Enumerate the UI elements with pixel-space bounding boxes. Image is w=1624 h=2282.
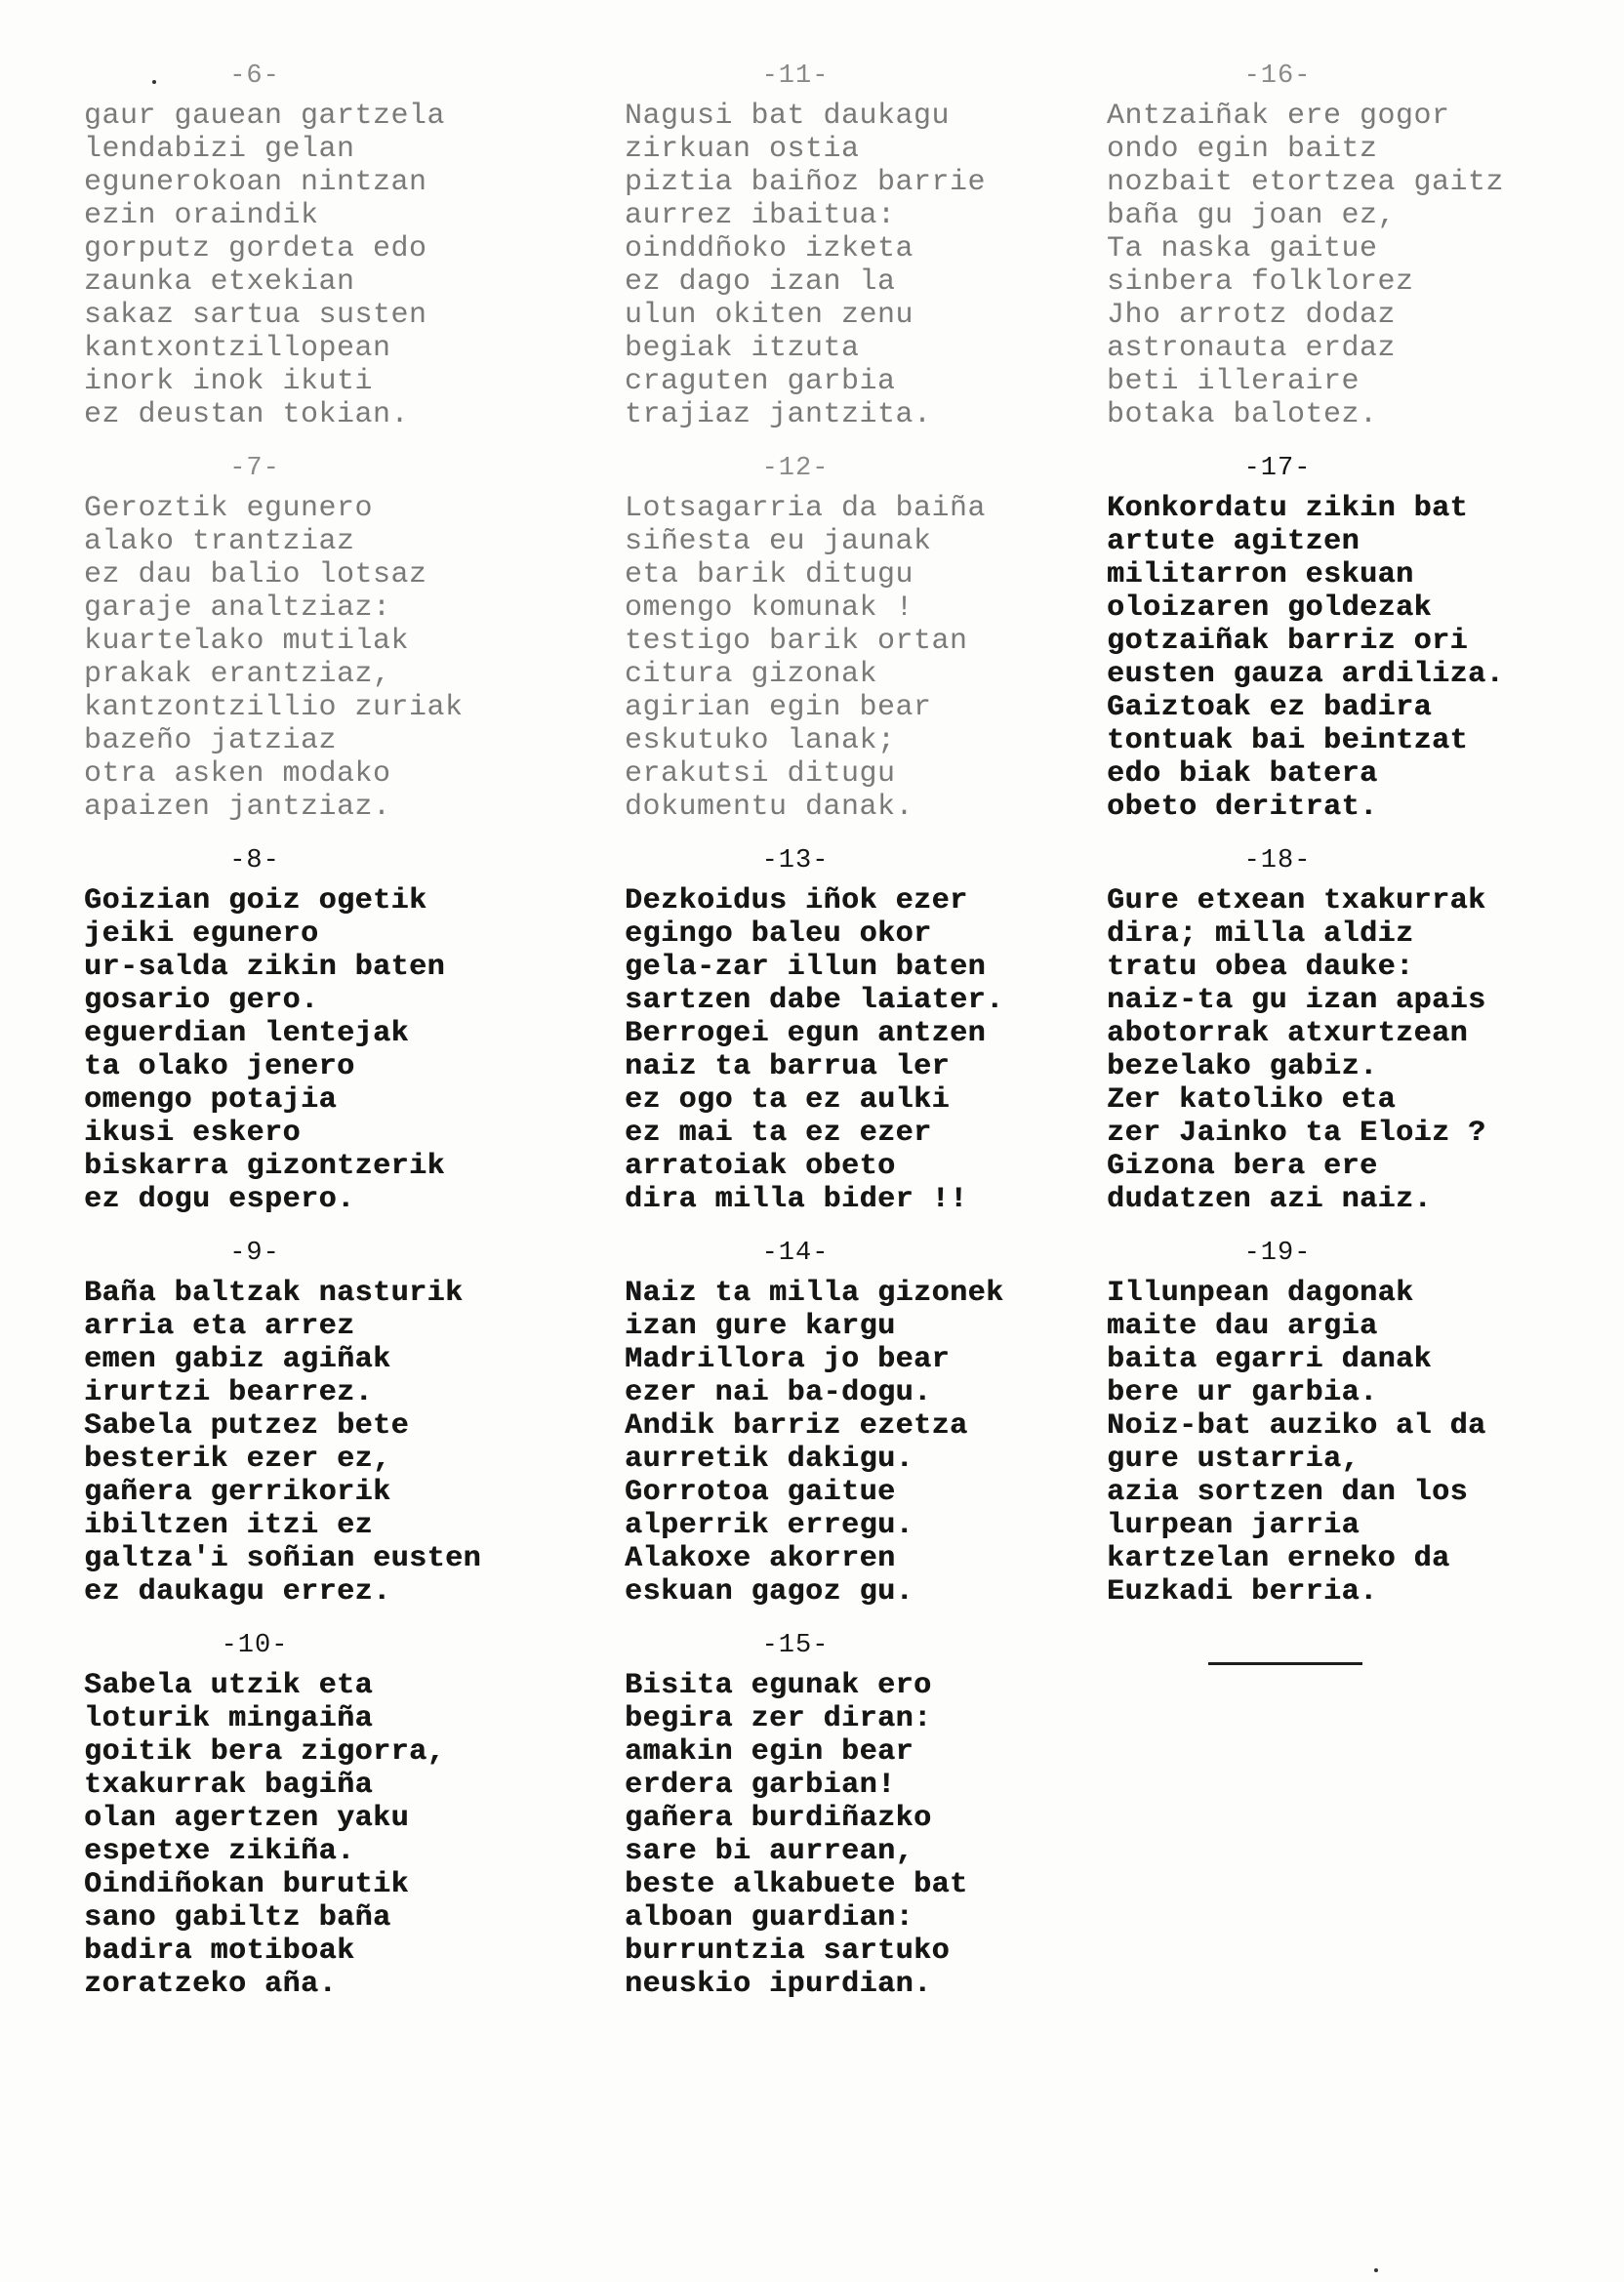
verse-line: naiz-ta gu izan apais <box>1107 984 1486 1017</box>
stanza <box>84 453 552 824</box>
verse-line: naiz ta barrua ler <box>625 1050 951 1083</box>
verse-line: sartzen dabe laiater. <box>625 984 1004 1017</box>
stanza-lines <box>625 884 1093 1216</box>
stanza-number: -10- <box>221 1631 289 1660</box>
verse-line: alperrik erregu. <box>625 1509 914 1542</box>
stanza-lines <box>625 1277 1093 1609</box>
verse-line: lurpean jarria <box>1107 1509 1360 1542</box>
verse-line: zaunka etxekian <box>84 265 355 299</box>
verse-line: ez ogo ta ez aulki <box>625 1083 951 1117</box>
verse-line: neuskio ipurdian. <box>625 1968 932 2001</box>
verse-line: dudatzen azi naiz. <box>1107 1183 1433 1216</box>
verse-line: Lotsagarria da baiña <box>625 492 987 525</box>
verse-line: Antzaiñak ere gogor <box>1107 100 1450 133</box>
verse-line: eskutuko lanak; <box>625 724 896 757</box>
verse-line: kartzelan erneko da <box>1107 1542 1450 1575</box>
verse-line: gure ustarria, <box>1107 1443 1360 1476</box>
verse-line: sano gabiltz baña <box>84 1901 391 1935</box>
verse-line: dira; milla aldiz <box>1107 917 1414 951</box>
stanza <box>1107 61 1575 431</box>
verse-line: jeiki egunero <box>84 917 319 951</box>
verse-line: sakaz sartua susten <box>84 299 427 332</box>
verse-line: badira motiboak <box>84 1935 355 1968</box>
stanza-lines <box>84 492 552 824</box>
verse-line: Nagusi bat daukagu <box>625 100 951 133</box>
ink-speck <box>1374 2268 1378 2272</box>
verse-line: ez daukagu errez. <box>84 1575 391 1609</box>
stanza-number: -8- <box>229 846 280 876</box>
stanza-number: -13- <box>761 846 830 876</box>
verse-line: inork inok ikuti <box>84 365 374 398</box>
verse-line: bazeño jatziaz <box>84 724 338 757</box>
stanza <box>84 1238 552 1609</box>
verse-line: olan agertzen yaku <box>84 1802 410 1835</box>
verse-line: ikusi eskero <box>84 1117 302 1150</box>
verse-line: erakutsi ditugu <box>625 757 896 791</box>
verse-line: ez dogu espero. <box>84 1183 355 1216</box>
verse-line: Konkordatu zikin bat <box>1107 492 1469 525</box>
verse-line: kantxontzillopean <box>84 332 391 365</box>
stanza-number: -6- <box>229 61 280 91</box>
verse-line: Oindiñokan burutik <box>84 1868 410 1901</box>
stanza-lines <box>84 1277 552 1609</box>
verse-line: erdera garbian! <box>625 1769 896 1802</box>
verse-line: artute agitzen <box>1107 525 1360 558</box>
verse-line: emen gabiz agiñak <box>84 1343 391 1376</box>
verse-line: Gaiztoak ez badira <box>1107 691 1433 724</box>
verse-line: eusten gauza ardiliza. <box>1107 658 1505 691</box>
verse-line: egingo baleu okor <box>625 917 932 951</box>
stanza <box>1107 845 1575 1216</box>
verse-line: txakurrak bagiña <box>84 1769 374 1802</box>
verse-line: otra asken modako <box>84 757 391 791</box>
verse-line: alako trantziaz <box>84 525 355 558</box>
verse-line: Euzkadi berria. <box>1107 1575 1378 1609</box>
verse-line: sare bi aurrean, <box>625 1835 914 1868</box>
stanza-number: -17- <box>1243 454 1312 483</box>
verse-line: Jho arrotz dodaz <box>1107 299 1397 332</box>
verse-line: kantzontzillio zuriak <box>84 691 464 724</box>
verse-line: alboan guardian: <box>625 1901 914 1935</box>
stanza-number: -16- <box>1243 61 1312 91</box>
stanza <box>84 1630 552 2001</box>
verse-line: oloizaren goldezak <box>1107 591 1433 625</box>
verse-line: bezelako gabiz. <box>1107 1050 1378 1083</box>
verse-line: amakin egin bear <box>625 1735 914 1769</box>
verse-line: Sabela putzez bete <box>84 1409 410 1443</box>
verse-line: begiak itzuta <box>625 332 860 365</box>
verse-line: ibiltzen itzi ez <box>84 1509 374 1542</box>
verse-line: Bisita egunak ero <box>625 1669 932 1702</box>
stanza-number: -9- <box>229 1239 280 1268</box>
verse-line: ez deustan tokian. <box>84 398 410 431</box>
verse-line: ur-salda zikin baten <box>84 951 446 984</box>
verse-line: Baña baltzak nasturik <box>84 1277 464 1310</box>
verse-line: ezer nai ba-dogu. <box>625 1376 932 1409</box>
verse-line: gela-zar illun baten <box>625 951 987 984</box>
verse-line: tratu obea dauke: <box>1107 951 1414 984</box>
verse-line: ta olako jenero <box>84 1050 355 1083</box>
verse-line: irurtzi bearrez. <box>84 1376 374 1409</box>
verse-line: galtza'i soñian eusten <box>84 1542 482 1575</box>
verse-line: Geroztik egunero <box>84 492 374 525</box>
verse-line: Noiz-bat auziko al da <box>1107 1409 1486 1443</box>
verse-line: apaizen jantziaz. <box>84 791 391 824</box>
stanza-lines <box>84 100 552 431</box>
verse-line: Goizian goiz ogetik <box>84 884 427 917</box>
verse-line: ez dau balio lotsaz <box>84 558 427 591</box>
ink-speck <box>152 80 156 84</box>
stanza-lines <box>1107 100 1575 431</box>
verse-line: arratoiak obeto <box>625 1150 896 1183</box>
verse-line: trajiaz jantzita. <box>625 398 932 431</box>
stanza <box>1107 1238 1575 1609</box>
verse-line: dira milla bider !! <box>625 1183 968 1216</box>
verse-line: Zer katoliko eta <box>1107 1083 1397 1117</box>
verse-line: gañera gerrikorik <box>84 1476 391 1509</box>
verse-line: piztia baiñoz barrie <box>625 166 987 199</box>
verse-line: besterik ezer ez, <box>84 1443 391 1476</box>
verse-line: azia sortzen dan los <box>1107 1476 1469 1509</box>
verse-line: goitik bera zigorra, <box>84 1735 446 1769</box>
verse-line: Alakoxe akorren <box>625 1542 896 1575</box>
verse-line: nozbait etortzea gaitz <box>1107 166 1505 199</box>
verse-line: eguerdian lentejak <box>84 1017 410 1050</box>
column-left <box>84 61 552 2022</box>
verse-line: izan gure kargu <box>625 1310 896 1343</box>
column-middle <box>625 61 1093 2022</box>
verse-line: Dezkoidus iñok ezer <box>625 884 968 917</box>
closing-rule <box>1208 1662 1362 1665</box>
stanza-number: -18- <box>1243 846 1312 876</box>
stanza-lines <box>1107 884 1575 1216</box>
verse-line: arria eta arrez <box>84 1310 355 1343</box>
verse-line: Sabela utzik eta <box>84 1669 374 1702</box>
verse-line: tontuak bai beintzat <box>1107 724 1469 757</box>
verse-line: Illunpean dagonak <box>1107 1277 1414 1310</box>
stanza <box>625 1238 1093 1609</box>
verse-line: ezin oraindik <box>84 199 319 232</box>
verse-line: gaur gauean gartzela <box>84 100 446 133</box>
verse-line: biskarra gizontzerik <box>84 1150 446 1183</box>
stanza-number: -12- <box>761 454 830 483</box>
stanza <box>625 845 1093 1216</box>
verse-line: gosario gero. <box>84 984 319 1017</box>
verse-line: kuartelako mutilak <box>84 625 410 658</box>
stanza <box>1107 453 1575 824</box>
verse-line: Gizona bera ere <box>1107 1150 1378 1183</box>
verse-line: craguten garbia <box>625 365 896 398</box>
stanza <box>625 1630 1093 2001</box>
verse-line: citura gizonak <box>625 658 878 691</box>
stanza-lines <box>84 1669 552 2001</box>
verse-line: agirian egin bear <box>625 691 932 724</box>
stanza-lines <box>625 1669 1093 2001</box>
verse-line: siñesta eu jaunak <box>625 525 932 558</box>
verse-line: Andik barriz ezetza <box>625 1409 968 1443</box>
verse-line: Gorrotoa gaitue <box>625 1476 896 1509</box>
stanza <box>84 61 552 431</box>
stanza-number: -14- <box>761 1239 830 1268</box>
stanza <box>625 61 1093 431</box>
verse-line: abotorrak atxurtzean <box>1107 1017 1469 1050</box>
verse-line: zer Jainko ta Eloiz ? <box>1107 1117 1486 1150</box>
verse-line: testigo barik ortan <box>625 625 968 658</box>
verse-line: Naiz ta milla gizonek <box>625 1277 1004 1310</box>
verse-line: Ta naska gaitue <box>1107 232 1378 265</box>
verse-line: dokumentu danak. <box>625 791 914 824</box>
stanza <box>84 845 552 1216</box>
verse-line: bere ur garbia. <box>1107 1376 1378 1409</box>
verse-line: prakak erantziaz, <box>84 658 391 691</box>
verse-line: ondo egin baitz <box>1107 133 1378 166</box>
verse-line: ez dago izan la <box>625 265 896 299</box>
verse-line: maite dau argia <box>1107 1310 1378 1343</box>
verse-line: aurrez ibaitua: <box>625 199 896 232</box>
stanza-number: -7- <box>229 454 280 483</box>
verse-line: omengo komunak ! <box>625 591 914 625</box>
verse-line: baita egarri danak <box>1107 1343 1433 1376</box>
verse-line: loturik mingaiña <box>84 1702 374 1735</box>
verse-line: eskuan gagoz gu. <box>625 1575 914 1609</box>
verse-line: gorputz gordeta edo <box>84 232 427 265</box>
verse-line: gañera burdiñazko <box>625 1802 932 1835</box>
verse-line: begira zer diran: <box>625 1702 932 1735</box>
stanza-lines <box>625 492 1093 824</box>
verse-line: zoratzeko aña. <box>84 1968 338 2001</box>
stanza-number: -19- <box>1243 1239 1312 1268</box>
verse-line: astronauta erdaz <box>1107 332 1397 365</box>
verse-line: aurretik dakigu. <box>625 1443 914 1476</box>
verse-line: gotzaiñak barriz ori <box>1107 625 1469 658</box>
stanza-number: -15- <box>761 1631 830 1660</box>
verse-line: burruntzia sartuko <box>625 1935 951 1968</box>
verse-line: oinddñoko izketa <box>625 232 914 265</box>
verse-line: obeto deritrat. <box>1107 791 1378 824</box>
verse-line: espetxe zikiña. <box>84 1835 355 1868</box>
verse-line: eta barik ditugu <box>625 558 914 591</box>
verse-line: edo biak batera <box>1107 757 1378 791</box>
verse-line: egunerokoan nintzan <box>84 166 427 199</box>
verse-line: lendabizi gelan <box>84 133 355 166</box>
verse-line: Gure etxean txakurrak <box>1107 884 1486 917</box>
stanza <box>625 453 1093 824</box>
stanza-number: -11- <box>761 61 830 91</box>
verse-line: sinbera folklorez <box>1107 265 1414 299</box>
verse-line: baña gu joan ez, <box>1107 199 1397 232</box>
stanza-lines <box>84 884 552 1216</box>
verse-line: Madrillora jo bear <box>625 1343 951 1376</box>
verse-line: ez mai ta ez ezer <box>625 1117 932 1150</box>
verse-line: botaka balotez. <box>1107 398 1378 431</box>
verse-line: zirkuan ostia <box>625 133 860 166</box>
verse-line: militarron eskuan <box>1107 558 1414 591</box>
verse-line: beste alkabuete bat <box>625 1868 968 1901</box>
stanza-lines <box>1107 1277 1575 1609</box>
verse-line: omengo potajia <box>84 1083 338 1117</box>
stanza-lines <box>625 100 1093 431</box>
stanza-lines <box>1107 492 1575 824</box>
verse-line: garaje analtziaz: <box>84 591 391 625</box>
column-right <box>1107 61 1575 1630</box>
verse-line: beti illeraire <box>1107 365 1360 398</box>
verse-line: ulun okiten zenu <box>625 299 914 332</box>
verse-line: Berrogei egun antzen <box>625 1017 987 1050</box>
